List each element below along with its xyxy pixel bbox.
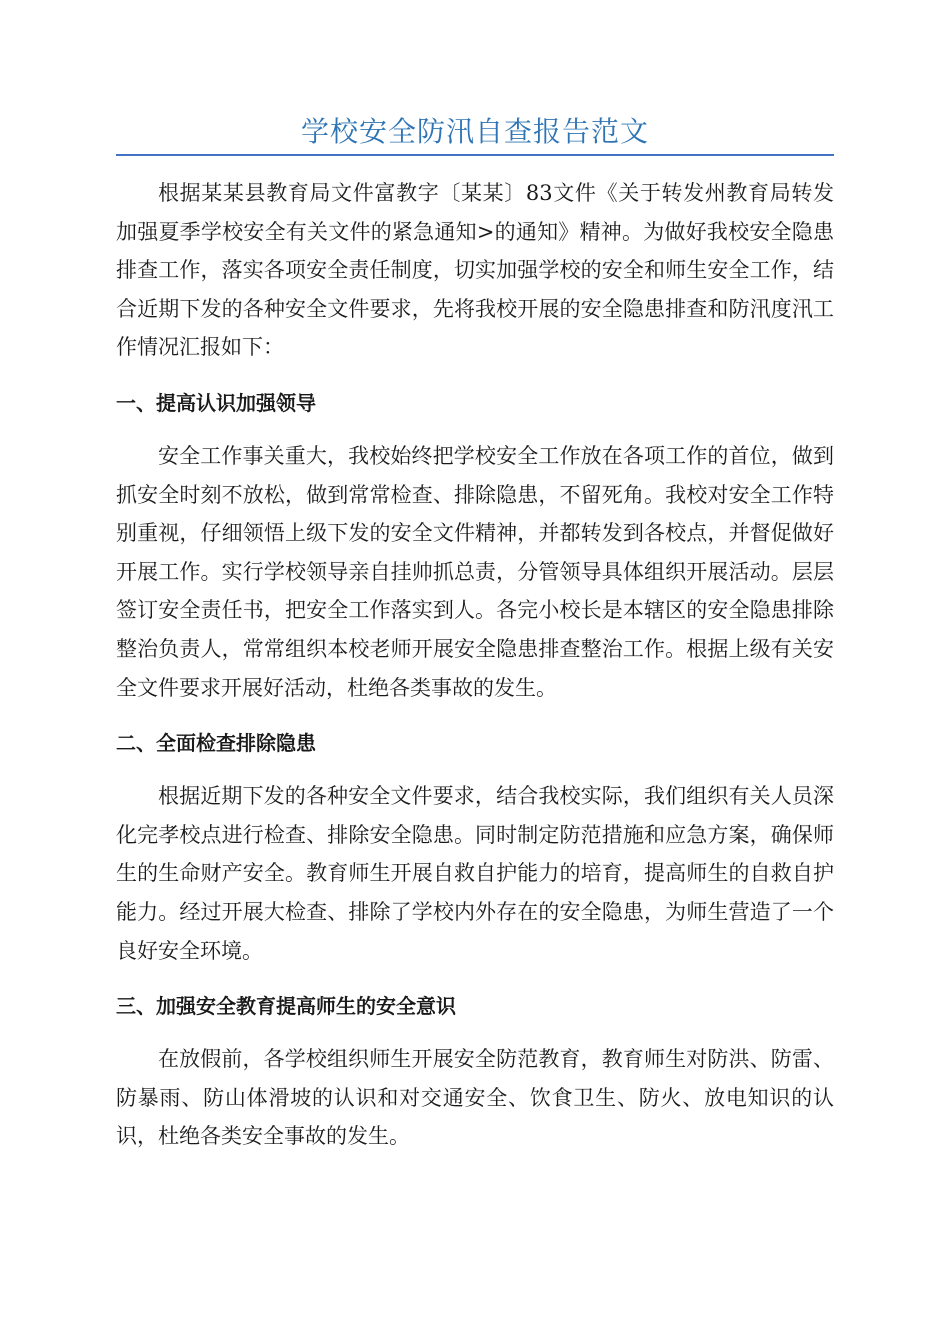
- section-body-1: 安全工作事关重大，我校始终把学校安全工作放在各项工作的首位，做到抓安全时刻不放松，做到常常检查、排除隐患，不留死角。我校对安全工作特别重视，仔细领悟上级下发的安全文件精神，并都转发到各校点，并督促做好开展工作。实行学校领导亲自挂帅抓总责，分管领导具体组织开展活动。层层签订安全责任书，把安全工作落实到人。各完小校长是本辖区的安全隐患排除整治负责人，常常组织本校老师开展安全隐患排查整治工作。根据上级有关安全文件要求开展好活动，杜绝各类事故的发生。: [116, 443, 834, 700]
- section-body-2: 根据近期下发的各种安全文件要求，结合我校实际，我们组织有关人员深化完孝校点进行检查、排除安全隐患。同时制定防范措施和应急方案，确保师生的生命财产安全。教育师生开展自救自护能力的培育，提高师生的自救自护能力。经过开展大检查、排除了学校内外存在的安全隐患，为师生营造了一个良好安全环境。: [116, 784, 834, 963]
- section-heading-1: 一、提高认识加强领导: [116, 390, 316, 415]
- spacer: [116, 367, 834, 389]
- spacer: [116, 417, 834, 437]
- section-heading-2: 二、全面检查排除隐患: [116, 731, 316, 756]
- section-heading-3: 三、加强安全教育提高师生的安全意识: [116, 994, 456, 1019]
- intro-paragraph: 根据某某县教育局文件富教字〔某某〕83文件《关于转发州教育局转发加强夏季学校安全有关文件的紧急通知>的通知》精神。为做好我校安全隐患排查工作，落实各项安全责任制度，切实加强学校的安全和师生安全工作，结合近期下发的各种安全文件要求，先将我校开展的安全隐患排查和防汛度汛工作情况汇报如下：: [116, 181, 834, 360]
- spacer: [116, 707, 834, 729]
- spacer: [116, 1020, 834, 1040]
- document-body: [116, 174, 834, 1156]
- document-title: 学校安全防汛自查报告范文: [300, 115, 649, 148]
- title-underline: [116, 154, 834, 156]
- section-body-3: 在放假前，各学校组织师生开展安全防范教育，教育师生对防洪、防雷、防暴雨、防山体滑坡的认识和对交通安全、饮食卫生、防火、放电知识的认识，杜绝各类安全事故的发生。: [116, 1047, 834, 1149]
- spacer: [116, 757, 834, 777]
- spacer: [116, 970, 834, 992]
